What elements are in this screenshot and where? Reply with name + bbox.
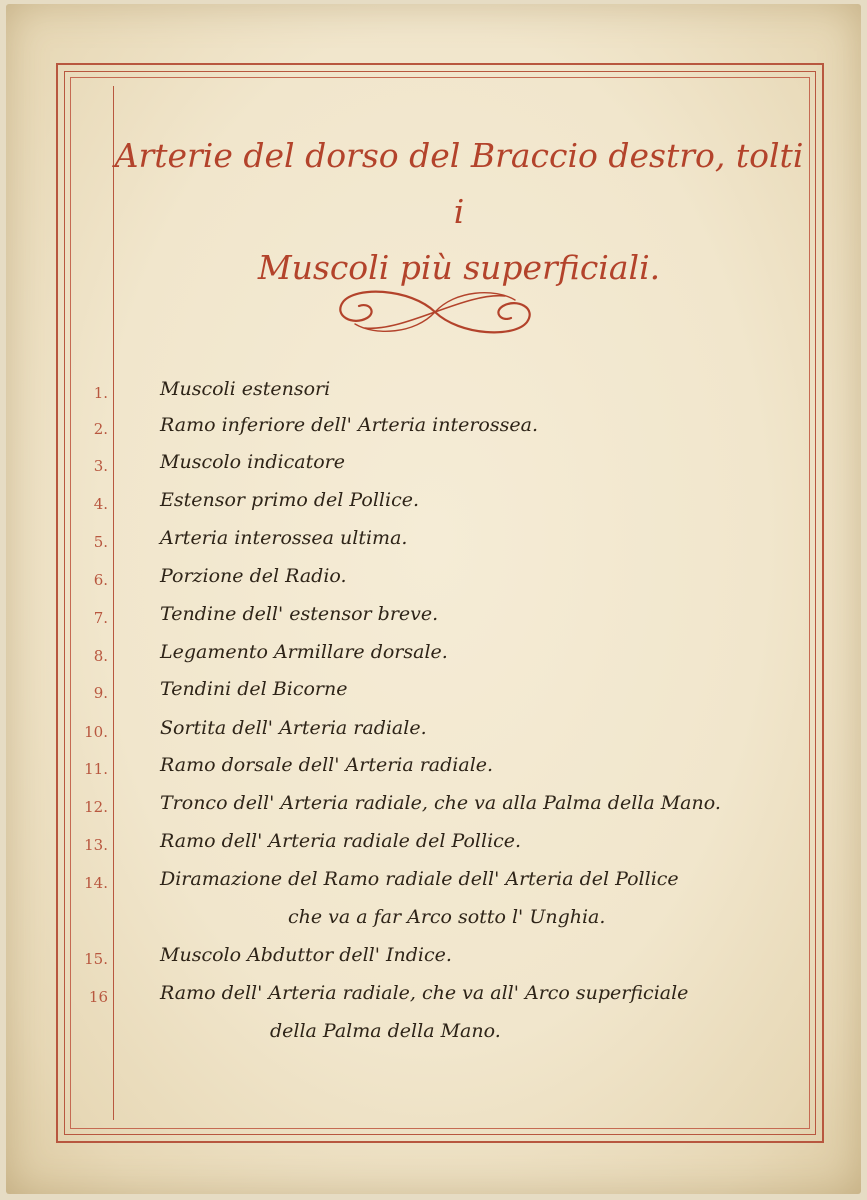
entry-number: 15.	[84, 950, 108, 968]
entry-number: 12.	[84, 798, 108, 816]
entry-text: della Palma della Mano.	[270, 1020, 501, 1042]
entry-text: Tronco dell' Arteria radiale, che va alla Palma della Mano.	[160, 792, 721, 814]
entry-text: Ramo dorsale dell' Arteria radiale.	[160, 754, 494, 776]
entry-text: Estensor primo del Pollice.	[160, 489, 419, 511]
entry-number: 7.	[93, 609, 108, 627]
entry-text: Muscolo Abduttor dell' Indice.	[160, 944, 452, 966]
entry-number: 9.	[93, 684, 108, 702]
entry-number: 8.	[93, 647, 108, 665]
entry-number: 10.	[84, 723, 108, 741]
title-line-2: Muscoli più superficiali.	[257, 248, 661, 287]
entry-text: Tendine dell' estensor breve.	[160, 603, 439, 625]
entry-number: 16	[88, 988, 108, 1006]
entry-text: Tendini del Bicorne	[160, 678, 348, 700]
entry-number: 13.	[84, 836, 108, 854]
entry-text: Ramo dell' Arteria radiale, che va all' Arco superficiale	[160, 982, 689, 1004]
entry-number: 14.	[84, 874, 108, 892]
entry-text: Arteria interossea ultima.	[160, 527, 408, 549]
entry-text: Ramo inferiore dell' Arteria interossea.	[160, 414, 538, 436]
entry-number: 5.	[93, 533, 108, 551]
entry-number: 11.	[84, 760, 108, 778]
entry-number: 2.	[93, 420, 108, 438]
entry-text: Porzione del Radio.	[160, 565, 347, 587]
entry-number: 4.	[93, 495, 108, 513]
title-line-1: Arterie del dorso del Braccio destro, tolti i	[114, 136, 804, 231]
entry-text: Muscolo indicatore	[160, 451, 345, 473]
calligraphic-flourish	[315, 282, 555, 342]
entry-number: 6.	[93, 571, 108, 589]
page-title	[114, 128, 804, 296]
entry-text: Ramo dell' Arteria radiale del Pollice.	[160, 830, 522, 852]
entry-text: Sortita dell' Arteria radiale.	[160, 717, 427, 739]
entry-text: che va a far Arco sotto l' Unghia.	[288, 906, 606, 928]
entry-text: Muscoli estensori	[160, 378, 331, 400]
entry-text: Diramazione del Ramo radiale dell' Arteria del Pollice	[160, 868, 679, 890]
entry-text: Legamento Armillare dorsale.	[160, 641, 448, 663]
entry-number: 3.	[93, 457, 108, 475]
entry-number: 1.	[93, 384, 108, 402]
